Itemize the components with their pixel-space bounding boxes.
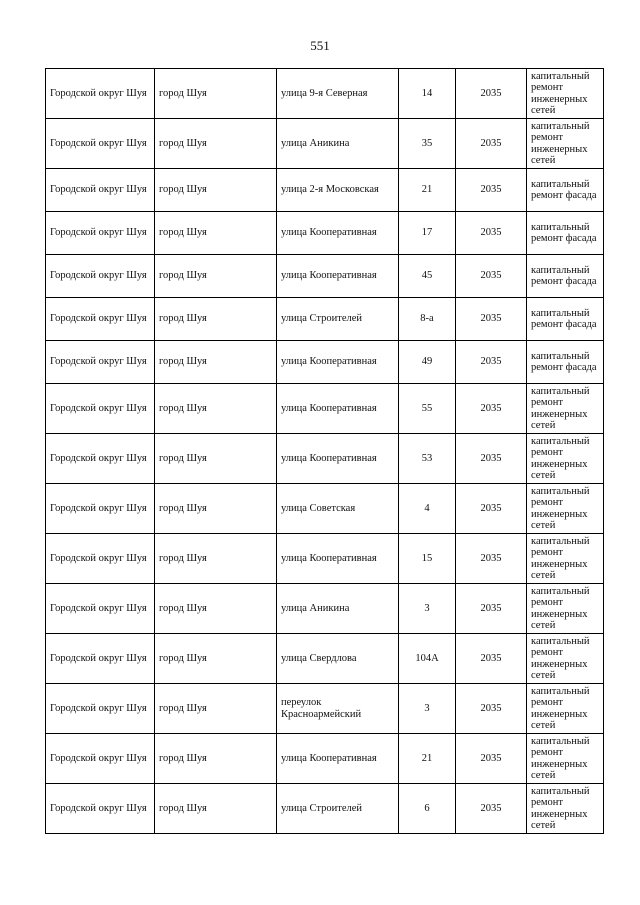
street-cell: улица Кооперативная [277, 212, 399, 255]
house-number-cell: 55 [399, 384, 456, 434]
municipal-district-cell: Городской округ Шуя [46, 634, 155, 684]
municipal-district-cell: Городской округ Шуя [46, 484, 155, 534]
settlement-cell: город Шуя [155, 255, 277, 298]
municipal-district-cell: Городской округ Шуя [46, 584, 155, 634]
house-number-cell: 53 [399, 434, 456, 484]
table-row [46, 384, 604, 434]
work-type-cell: капитальный ремонт инженерных сетей [527, 634, 604, 684]
settlement-cell: город Шуя [155, 384, 277, 434]
planned-year-cell: 2035 [456, 298, 527, 341]
municipal-district-cell: Городской округ Шуя [46, 384, 155, 434]
street-cell: улица Аникина [277, 584, 399, 634]
municipal-district-cell: Городской округ Шуя [46, 255, 155, 298]
registry-table-body [46, 69, 604, 834]
municipal-district-cell: Городской округ Шуя [46, 169, 155, 212]
work-type-cell: капитальный ремонт фасада [527, 298, 604, 341]
work-type-cell: капитальный ремонт инженерных сетей [527, 584, 604, 634]
house-number-cell: 3 [399, 684, 456, 734]
settlement-cell: город Шуя [155, 634, 277, 684]
planned-year-cell: 2035 [456, 584, 527, 634]
settlement-cell: город Шуя [155, 69, 277, 119]
settlement-cell: город Шуя [155, 298, 277, 341]
work-type-cell: капитальный ремонт инженерных сетей [527, 384, 604, 434]
work-type-cell: капитальный ремонт фасада [527, 169, 604, 212]
planned-year-cell: 2035 [456, 434, 527, 484]
street-cell: переулок Красноармейский [277, 684, 399, 734]
street-cell: улица 2-я Московская [277, 169, 399, 212]
street-cell: улица Кооперативная [277, 341, 399, 384]
planned-year-cell: 2035 [456, 484, 527, 534]
table-row [46, 169, 604, 212]
settlement-cell: город Шуя [155, 341, 277, 384]
house-number-cell: 4 [399, 484, 456, 534]
planned-year-cell: 2035 [456, 534, 527, 584]
municipal-district-cell: Городской округ Шуя [46, 734, 155, 784]
settlement-cell: город Шуя [155, 434, 277, 484]
municipal-district-cell: Городской округ Шуя [46, 684, 155, 734]
registry-table [45, 68, 604, 834]
municipal-district-cell: Городской округ Шуя [46, 212, 155, 255]
planned-year-cell: 2035 [456, 212, 527, 255]
settlement-cell: город Шуя [155, 784, 277, 834]
street-cell: улица Строителей [277, 784, 399, 834]
house-number-cell: 15 [399, 534, 456, 584]
planned-year-cell: 2035 [456, 69, 527, 119]
municipal-district-cell: Городской округ Шуя [46, 341, 155, 384]
settlement-cell: город Шуя [155, 534, 277, 584]
work-type-cell: капитальный ремонт инженерных сетей [527, 434, 604, 484]
street-cell: улица Кооперативная [277, 434, 399, 484]
settlement-cell: город Шуя [155, 584, 277, 634]
house-number-cell: 3 [399, 584, 456, 634]
settlement-cell: город Шуя [155, 484, 277, 534]
table-row [46, 484, 604, 534]
settlement-cell: город Шуя [155, 119, 277, 169]
street-cell: улица Строителей [277, 298, 399, 341]
house-number-cell: 35 [399, 119, 456, 169]
street-cell: улица Свердлова [277, 634, 399, 684]
house-number-cell: 45 [399, 255, 456, 298]
municipal-district-cell: Городской округ Шуя [46, 119, 155, 169]
settlement-cell: город Шуя [155, 169, 277, 212]
house-number-cell: 21 [399, 734, 456, 784]
planned-year-cell: 2035 [456, 341, 527, 384]
work-type-cell: капитальный ремонт инженерных сетей [527, 784, 604, 834]
work-type-cell: капитальный ремонт инженерных сетей [527, 484, 604, 534]
planned-year-cell: 2035 [456, 384, 527, 434]
table-row [46, 69, 604, 119]
street-cell: улица Кооперативная [277, 384, 399, 434]
house-number-cell: 14 [399, 69, 456, 119]
table-row [46, 298, 604, 341]
street-cell: улица Кооперативная [277, 255, 399, 298]
work-type-cell: капитальный ремонт инженерных сетей [527, 69, 604, 119]
table-row [46, 634, 604, 684]
table-row [46, 212, 604, 255]
table-row [46, 684, 604, 734]
table-row [46, 255, 604, 298]
house-number-cell: 6 [399, 784, 456, 834]
house-number-cell: 49 [399, 341, 456, 384]
street-cell: улица Кооперативная [277, 534, 399, 584]
planned-year-cell: 2035 [456, 119, 527, 169]
settlement-cell: город Шуя [155, 734, 277, 784]
work-type-cell: капитальный ремонт фасада [527, 255, 604, 298]
planned-year-cell: 2035 [456, 734, 527, 784]
table-row [46, 784, 604, 834]
work-type-cell: капитальный ремонт инженерных сетей [527, 534, 604, 584]
work-type-cell: капитальный ремонт инженерных сетей [527, 684, 604, 734]
municipal-district-cell: Городской округ Шуя [46, 784, 155, 834]
municipal-district-cell: Городской округ Шуя [46, 434, 155, 484]
work-type-cell: капитальный ремонт фасада [527, 212, 604, 255]
table-row [46, 434, 604, 484]
table-row [46, 584, 604, 634]
municipal-district-cell: Городской округ Шуя [46, 534, 155, 584]
settlement-cell: город Шуя [155, 212, 277, 255]
house-number-cell: 21 [399, 169, 456, 212]
street-cell: улица 9-я Северная [277, 69, 399, 119]
house-number-cell: 8-а [399, 298, 456, 341]
table-row [46, 119, 604, 169]
table-row [46, 534, 604, 584]
street-cell: улица Советская [277, 484, 399, 534]
municipal-district-cell: Городской округ Шуя [46, 69, 155, 119]
planned-year-cell: 2035 [456, 169, 527, 212]
municipal-district-cell: Городской округ Шуя [46, 298, 155, 341]
planned-year-cell: 2035 [456, 634, 527, 684]
house-number-cell: 104А [399, 634, 456, 684]
work-type-cell: капитальный ремонт фасада [527, 341, 604, 384]
table-row [46, 734, 604, 784]
table-row [46, 341, 604, 384]
planned-year-cell: 2035 [456, 255, 527, 298]
work-type-cell: капитальный ремонт инженерных сетей [527, 734, 604, 784]
work-type-cell: капитальный ремонт инженерных сетей [527, 119, 604, 169]
settlement-cell: город Шуя [155, 684, 277, 734]
planned-year-cell: 2035 [456, 784, 527, 834]
page-number: 551 [310, 38, 330, 53]
planned-year-cell: 2035 [456, 684, 527, 734]
house-number-cell: 17 [399, 212, 456, 255]
street-cell: улица Кооперативная [277, 734, 399, 784]
street-cell: улица Аникина [277, 119, 399, 169]
